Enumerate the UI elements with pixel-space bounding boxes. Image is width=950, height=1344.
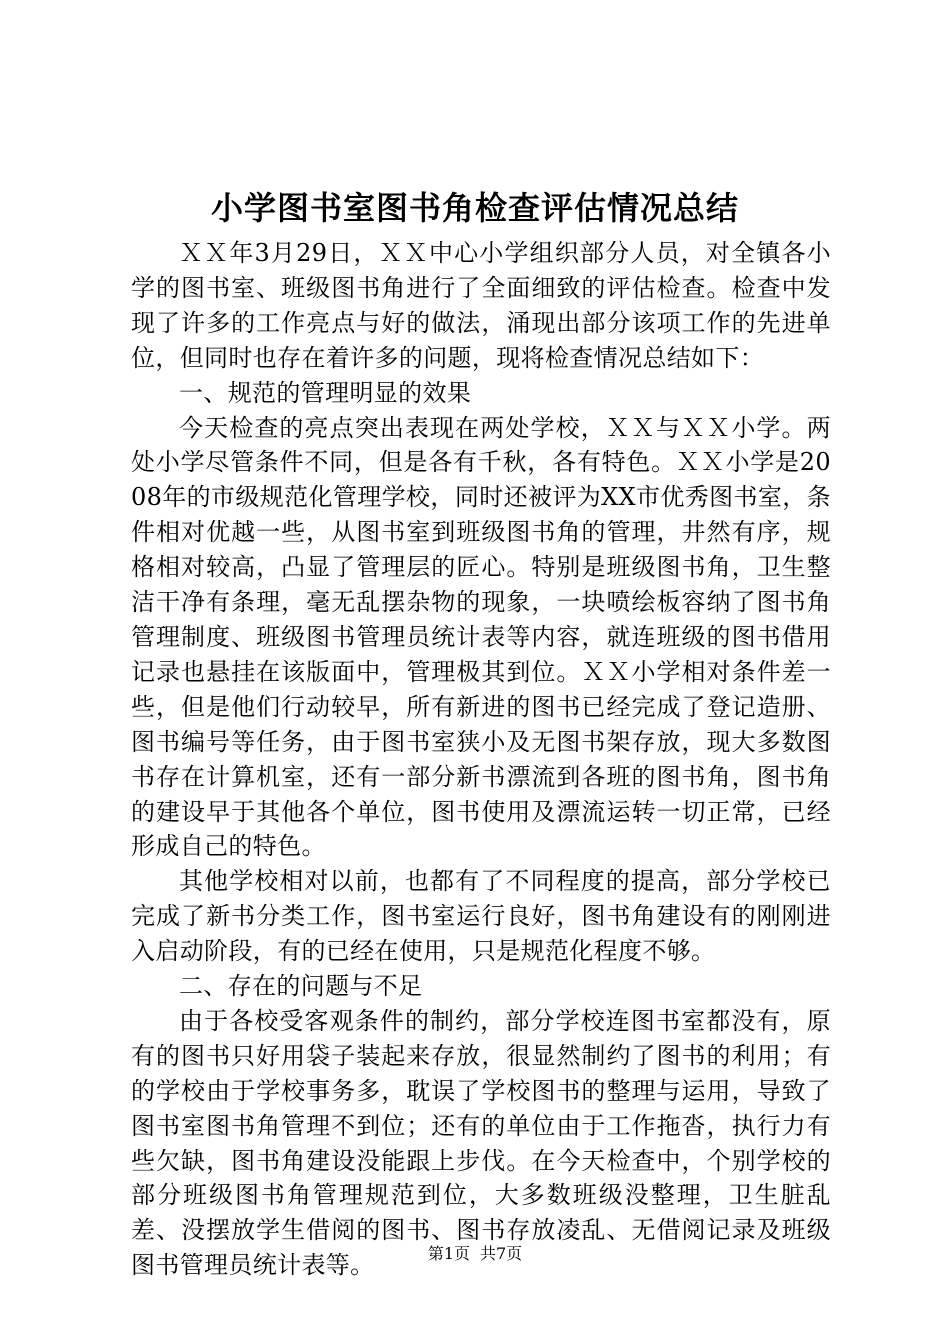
body-paragraph: 由于各校受客观条件的制约，部分学校连图书室都没有，原有的图书只好用袋子装起来存放，很显然制约了图书的利用；有的学校由于学校事务多，耽误了学校图书的整理与运用，导致了图书室图书角管理不到位；还有的单位由于工作拖沓，执行力有些欠缺，图书角建设没能跟上步伐。在今天检查中，个别学校的部分班级图书角管理规范到位，大多数班级没整理，卫生脏乱差、没摆放学生借阅的图书、图书存放凌乱、无借阅记录及班级图书管理员统计表等。 — [131, 1006, 831, 1280]
section-heading-2: 二、存在的问题与不足 — [179, 972, 423, 1001]
body-paragraph: 今天检查的亮点突出表现在两处学校，ＸＸ与ＸＸ小学。两处小学尽管条件不同，但是各有千秋，各有特色。ＸＸ小学是2008年的市级规范化管理学校，同时还被评为XX市优秀图书室，条件相对优越一些，从图书室到班级图书角的管理，井然有序，规格相对较高，凸显了管理层的匠心。特别是班级图书角，卫生整洁干净有条理，毫无乱摆杂物的现象，一块喷绘板容纳了图书角管理制度、班级图书管理员统计表等内容，就连班级的图书借用记录也悬挂在该版面中，管理极其到位。ＸＸ小学相对条件差一些，但是他们行动较早，所有新进的图书已经完成了登记造册、图书编号等任务，由于图书室狭小及无图书架存放，现大多数图书存在计算机室，还有一部分新书漂流到各班的图书角，图书角的建设早于其他各个单位，图书使用及漂流运转一切正常，已经形成自己的特色。 — [131, 413, 831, 861]
document-title: 小学图书室图书角检查评估情况总结 — [210, 189, 739, 227]
body-paragraph: 其他学校相对以前，也都有了不同程度的提高，部分学校已完成了新书分类工作，图书室运行良好，图书角建设有的刚刚进入启动阶段，有的已经在使用，只是规范化程度不够。 — [131, 867, 831, 966]
page-number: 第1页 — [427, 1244, 470, 1263]
page-total: 共7页 — [480, 1244, 523, 1263]
section-heading-1: 一、规范的管理明显的效果 — [179, 378, 472, 407]
document-body — [131, 236, 831, 1283]
intro-paragraph: ＸＸ年3月29日，ＸＸ中心小学组织部分人员，对全镇各小学的图书室、班级图书角进行了全面细致的评估检查。检查中发现了许多的工作亮点与好的做法，涌现出部分该项工作的先进单位，但同时也存在着许多的问题，现将检查情况总结如下： — [131, 239, 831, 372]
page-footer — [0, 1244, 950, 1264]
